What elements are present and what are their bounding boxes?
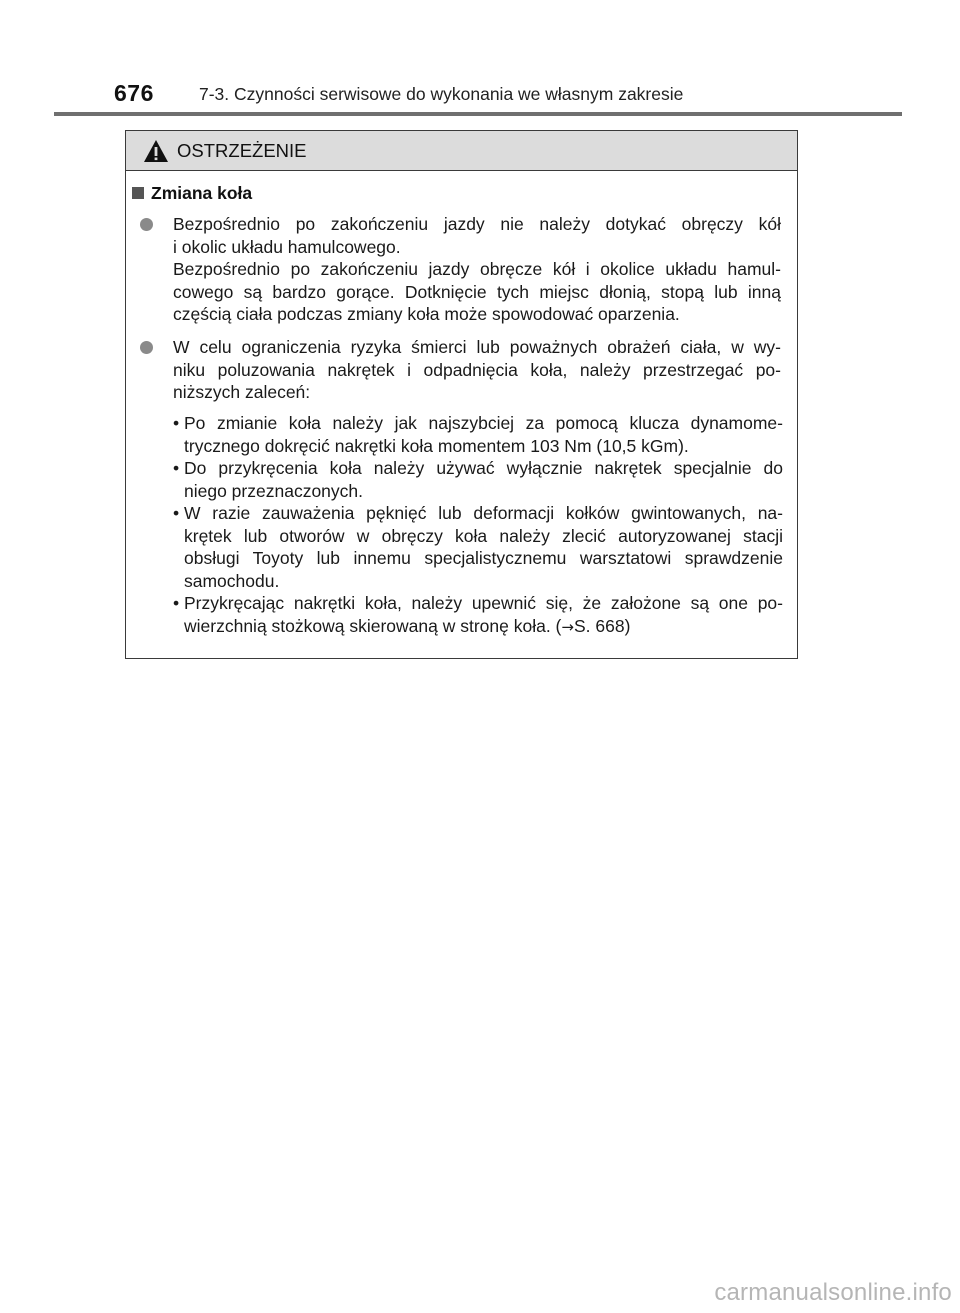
sub-bullet: • bbox=[173, 503, 180, 523]
text-line: niego przeznaczonych. bbox=[184, 480, 363, 501]
page-header bbox=[0, 0, 960, 120]
circle-bullet-icon bbox=[140, 218, 153, 231]
warning-title: OSTRZEŻENIE bbox=[177, 140, 307, 161]
sub-bullet: • bbox=[173, 413, 180, 433]
header-divider bbox=[54, 112, 902, 116]
text-fragment: wierzchnią stożkową skierowaną w stronę koła. ( bbox=[184, 615, 562, 636]
section-title: 7-3. Czynności serwisowe do wykonania we własnym zakresie bbox=[199, 84, 684, 104]
sub-list-item bbox=[173, 592, 783, 638]
text-line bbox=[184, 615, 783, 639]
bullet-text bbox=[173, 213, 781, 326]
sub-list-item bbox=[173, 502, 783, 592]
text-line: niższych zaleceń: bbox=[173, 382, 311, 402]
sub-list-item bbox=[173, 412, 783, 457]
sub-bullet: • bbox=[173, 593, 180, 613]
text-line: Przykręcając nakrętki koła, należy upewnić się, że założone są one po- bbox=[184, 593, 783, 613]
text-line: krętek lub otworów w obręczy koła należy zlecić autoryzowanej stacji bbox=[184, 525, 783, 546]
text-line: samochodu. bbox=[184, 570, 280, 591]
text-line: Bezpośrednio po zakończeniu jazdy nie należy dotykać obręczy kół bbox=[173, 214, 781, 234]
section-heading bbox=[132, 183, 252, 204]
text-line: niku poluzowania nakrętek i odpadnięcia koła, należy przestrzegać po- bbox=[173, 359, 781, 380]
sub-list-item bbox=[173, 457, 783, 502]
square-bullet-icon bbox=[132, 187, 144, 199]
warning-header bbox=[126, 131, 797, 171]
page-reference-link[interactable]: S. 668) bbox=[573, 615, 631, 636]
warning-box bbox=[125, 130, 798, 659]
text-line: częścią ciała podczas zmiany koła może spowodować oparzenia. bbox=[173, 304, 680, 324]
arrow-right-icon: → bbox=[561, 617, 574, 636]
bullet-text bbox=[173, 336, 781, 404]
watermark: carmanualsonline.info bbox=[714, 1279, 952, 1306]
warning-triangle-icon bbox=[143, 139, 169, 163]
circle-bullet-icon bbox=[140, 341, 153, 354]
text-line: trycznego dokręcić nakrętki koła momentem 103 Nm (10,5 kGm). bbox=[184, 435, 689, 456]
text-line: Do przykręcenia koła należy używać wyłącznie nakrętek specjalnie do bbox=[184, 458, 783, 478]
text-line: Bezpośrednio po zakończeniu jazdy obręcze kół i okolice układu hamul- bbox=[173, 259, 781, 279]
text-line: obsługi Toyoty lub innemu specjalistycznemu warsztatowi sprawdzenie bbox=[184, 548, 783, 568]
text-line: W celu ograniczenia ryzyka śmierci lub poważnych obrażeń ciała, w wy- bbox=[173, 337, 781, 357]
section-heading-text: Zmiana koła bbox=[151, 183, 253, 203]
page-number: 676 bbox=[114, 80, 154, 106]
text-line: W razie zauważenia pęknięć lub deformacji kołków gwintowanych, na- bbox=[184, 503, 783, 523]
sub-bullet: • bbox=[173, 458, 180, 478]
text-line: Po zmianie koła należy jak najszybciej za pomocą klucza dynamome- bbox=[184, 413, 783, 433]
text-line: cowego są bardzo gorące. Dotknięcie tych miejsc dłonią, stopą lub inną bbox=[173, 281, 781, 302]
text-line: i okolic układu hamulcowego. bbox=[173, 236, 401, 257]
sub-list bbox=[173, 412, 783, 638]
